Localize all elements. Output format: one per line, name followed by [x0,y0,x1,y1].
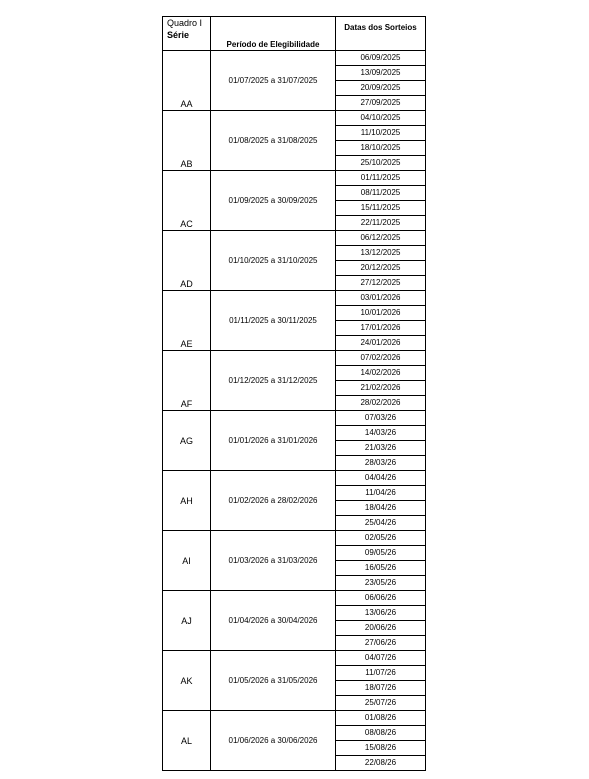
sorteio-date-cell: 04/04/26 [336,471,426,486]
table-row [163,711,426,726]
serie-cell: AI [163,531,211,591]
periodo-cell: 01/07/2025 a 31/07/2025 [211,51,336,111]
sorteio-date-cell: 13/09/2025 [336,66,426,81]
sorteio-date-cell: 27/06/26 [336,636,426,651]
table-row [163,471,426,486]
periodo-cell: 01/12/2025 a 31/12/2025 [211,351,336,411]
periodo-cell: 01/04/2026 a 30/04/2026 [211,591,336,651]
sorteio-date-cell: 13/12/2025 [336,246,426,261]
sorteio-date-cell: 15/11/2025 [336,201,426,216]
sorteio-date-cell: 21/03/26 [336,441,426,456]
sorteio-date-cell: 04/10/2025 [336,111,426,126]
periodo-cell: 01/08/2025 a 31/08/2025 [211,111,336,171]
sorteio-date-cell: 04/07/26 [336,651,426,666]
serie-header [163,17,211,51]
periodo-cell: 01/06/2026 a 30/06/2026 [211,711,336,771]
sorteio-date-cell: 06/12/2025 [336,231,426,246]
sorteio-date-cell: 18/10/2025 [336,141,426,156]
periodo-cell: 01/10/2025 a 31/10/2025 [211,231,336,291]
sorteio-date-cell: 08/08/26 [336,726,426,741]
sorteio-date-cell: 28/03/26 [336,456,426,471]
table-row [163,231,426,246]
periodo-cell: 01/01/2026 a 31/01/2026 [211,411,336,471]
periodo-header: Período de Elegibilidade [211,17,336,51]
serie-cell: AH [163,471,211,531]
sorteio-date-cell: 13/06/26 [336,606,426,621]
sorteio-date-cell: 02/05/26 [336,531,426,546]
sorteio-date-cell: 27/12/2025 [336,276,426,291]
sorteio-date-cell: 25/07/26 [336,696,426,711]
periodo-cell: 01/02/2026 a 28/02/2026 [211,471,336,531]
sorteio-date-cell: 01/08/26 [336,711,426,726]
datas-header: Datas dos Sorteios [336,17,426,51]
sorteio-date-cell: 16/05/26 [336,561,426,576]
sorteio-date-cell: 25/10/2025 [336,156,426,171]
sorteio-date-cell: 23/05/26 [336,576,426,591]
periodo-cell: 01/11/2025 a 30/11/2025 [211,291,336,351]
sorteio-date-cell: 22/11/2025 [336,216,426,231]
sorteio-date-cell: 01/11/2025 [336,171,426,186]
serie-cell: AG [163,411,211,471]
table-row [163,111,426,126]
sorteio-date-cell: 11/10/2025 [336,126,426,141]
header-row [163,17,426,51]
serie-cell: AA [163,51,211,111]
table-row [163,291,426,306]
sorteio-date-cell: 24/01/2026 [336,336,426,351]
sorteio-date-cell: 27/09/2025 [336,96,426,111]
sorteio-date-cell: 07/03/26 [336,411,426,426]
sorteio-date-cell: 18/04/26 [336,501,426,516]
table-row [163,531,426,546]
sorteio-date-cell: 11/07/26 [336,666,426,681]
sorteios-table [162,16,426,771]
periodo-cell: 01/09/2025 a 30/09/2025 [211,171,336,231]
quadro-label: Quadro I [167,18,203,28]
sorteio-date-cell: 20/06/26 [336,621,426,636]
sorteio-date-cell: 14/03/26 [336,426,426,441]
sorteio-date-cell: 20/09/2025 [336,81,426,96]
table-row [163,591,426,606]
serie-cell: AL [163,711,211,771]
sorteio-date-cell: 07/02/2026 [336,351,426,366]
sorteio-date-cell: 03/01/2026 [336,291,426,306]
sorteio-date-cell: 11/04/26 [336,486,426,501]
sorteio-date-cell: 25/04/26 [336,516,426,531]
serie-label: Série [167,30,190,40]
sorteio-date-cell: 21/02/2026 [336,381,426,396]
sorteio-date-cell: 09/05/26 [336,546,426,561]
table-row [163,51,426,66]
serie-cell: AB [163,111,211,171]
sorteio-date-cell: 18/07/26 [336,681,426,696]
serie-cell: AE [163,291,211,351]
sorteio-date-cell: 17/01/2026 [336,321,426,336]
sorteio-date-cell: 20/12/2025 [336,261,426,276]
sorteio-date-cell: 08/11/2025 [336,186,426,201]
serie-cell: AD [163,231,211,291]
sorteio-date-cell: 06/06/26 [336,591,426,606]
serie-cell: AF [163,351,211,411]
serie-cell: AJ [163,591,211,651]
table-row [163,411,426,426]
table-row [163,651,426,666]
sorteio-date-cell: 14/02/2026 [336,366,426,381]
sorteio-date-cell: 10/01/2026 [336,306,426,321]
sorteio-date-cell: 15/08/26 [336,741,426,756]
table-body [163,51,426,771]
serie-cell: AK [163,651,211,711]
sorteio-date-cell: 28/02/2026 [336,396,426,411]
serie-cell: AC [163,171,211,231]
sorteio-date-cell: 06/09/2025 [336,51,426,66]
periodo-cell: 01/03/2026 a 31/03/2026 [211,531,336,591]
table-row [163,351,426,366]
periodo-cell: 01/05/2026 a 31/05/2026 [211,651,336,711]
table-row [163,171,426,186]
sorteio-date-cell: 22/08/26 [336,756,426,771]
